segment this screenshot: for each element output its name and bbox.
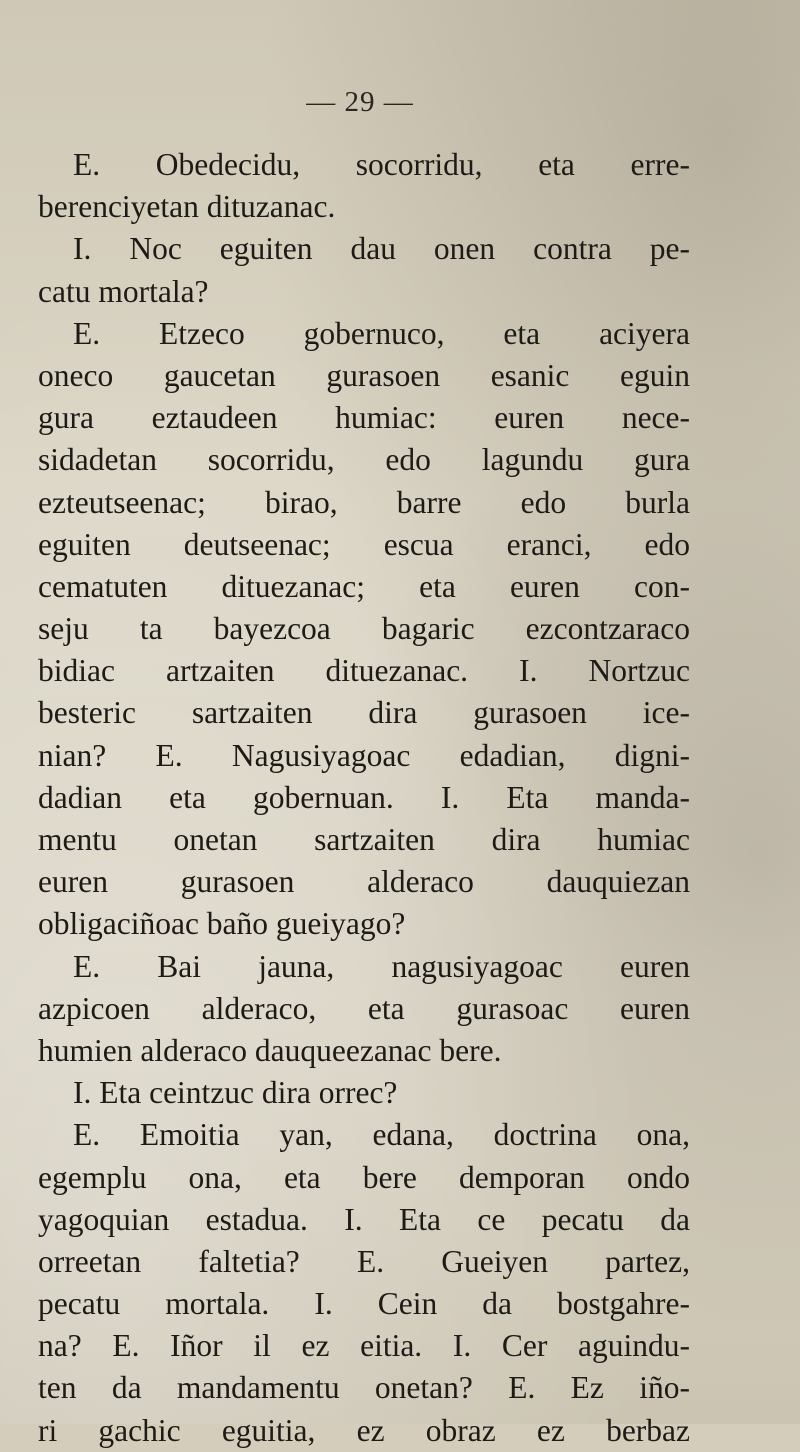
text-line: seju ta bayezcoa bagaric ezcontzaraco — [38, 611, 690, 647]
text-line: eguiten deutseenac; escua eranci, edo — [38, 526, 690, 562]
text-line: pecatu mortala. I. Cein da bostgahre- — [38, 1286, 690, 1322]
text-line: na? E. Iñor il ez eitia. I. Cer aguindu- — [38, 1328, 690, 1364]
text-line: ten da mandamentu onetan? E. Ez iño- — [38, 1370, 690, 1406]
text-line: egemplu ona, eta bere demporan ondo — [38, 1159, 690, 1195]
text-line: nian? E. Nagusiyagoac edadian, digni- — [38, 737, 690, 773]
text-line: I. Eta ceintzuc dira orrec? — [73, 1075, 398, 1111]
text-line: berenciyetan dituzanac. — [38, 189, 336, 225]
text-line: bidiac artzaiten dituezanac. I. Nortzuc — [38, 653, 690, 689]
text-line: dadian eta gobernuan. I. Eta manda- — [38, 779, 690, 815]
text-line: E. Etzeco gobernuco, eta aciyera — [73, 315, 690, 351]
text-line: E. Emoitia yan, edana, doctrina ona, — [73, 1117, 690, 1153]
text-line: E. Obedecidu, socorridu, eta erre- — [73, 147, 690, 182]
text-line: obligaciñoac baño gueiyago? — [38, 906, 406, 942]
text-line: I. Noc eguiten dau onen contra pe- — [73, 231, 690, 267]
text-line: besteric sartzaiten dira gurasoen ice- — [38, 695, 690, 731]
text-line: yagoquian estadua. I. Eta ce pecatu da — [38, 1201, 690, 1237]
text-line: azpicoen alderaco, eta gurasoac euren — [38, 990, 690, 1026]
text-line: cematuten dituezanac; eta euren con- — [38, 568, 690, 604]
text-line: humien alderaco dauqueezanac bere. — [38, 1032, 502, 1068]
text-line: euren gurasoen alderaco dauquiezan — [38, 864, 690, 900]
page-number: — 29 — — [306, 86, 414, 118]
text-line: gura eztaudeen humiac: euren nece- — [38, 400, 690, 436]
text-line: ri gachic eguitia, ez obraz ez berbaz — [38, 1412, 690, 1448]
text-line: catu mortala? — [38, 273, 209, 309]
text-line: E. Bai jauna, nagusiyagoac euren — [73, 948, 690, 984]
text-line: orreetan faltetia? E. Gueiyen partez, — [38, 1243, 690, 1279]
page-body-text — [38, 144, 690, 1452]
text-line: oneco gaucetan gurasoen esanic eguin — [38, 357, 690, 393]
text-line: ezteutseenac; birao, barre edo burla — [38, 484, 690, 520]
text-line: sidadetan socorridu, edo lagundu gura — [38, 442, 690, 478]
text-line: mentu onetan sartzaiten dira humiac — [38, 822, 690, 857]
